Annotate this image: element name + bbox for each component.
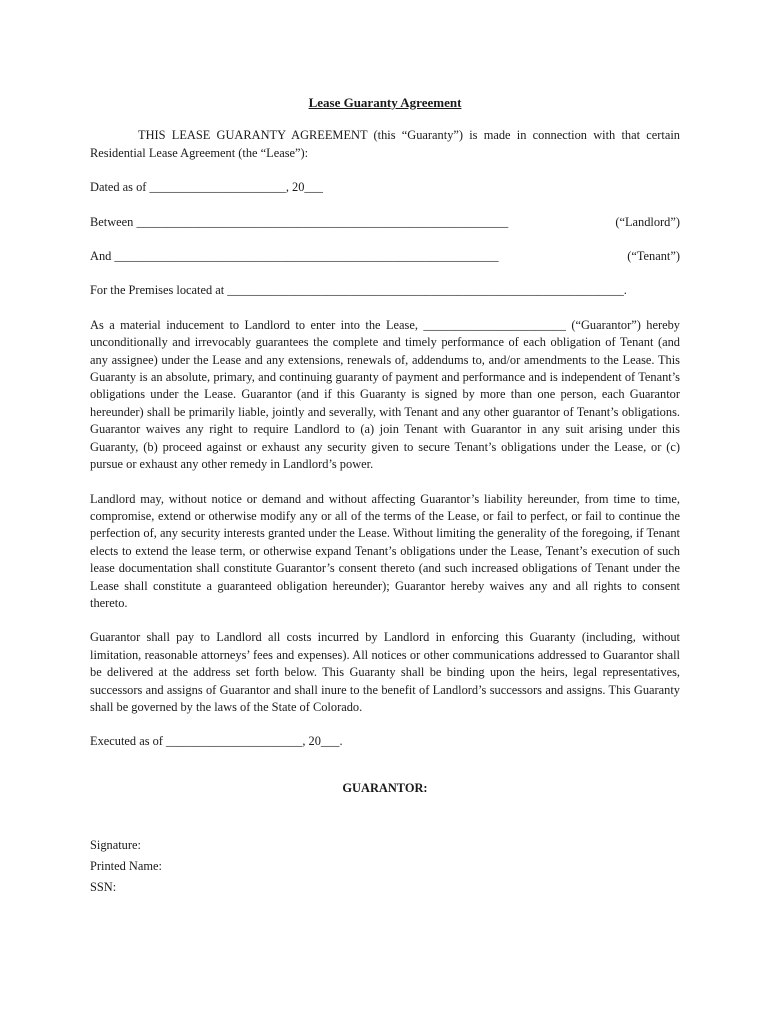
modification-paragraph: Landlord may, without notice or demand and without affecting Guarantor’s liability hereunder, from time to time, compromise, extend or otherwise modify any or all of the terms of the Lease, or fail to perfect, or fail to continue the perfection of, any security interests granted under the Lease. Without limiting the generality of the foregoing, if Tenant elects to extend the lease term, or otherwise expand Tenant’s obligations under the Lease, Tenant’s execution of such lease documentation shall constitute Guarantor’s consent thereto (and such increased obligations of Tenant under the Lease shall constitute a guaranteed obligation hereunder); Guarantor hereby waives any and all rights to consent thereto. <box>90 491 680 610</box>
landlord-blank: Between ____________________________________________________________ <box>90 214 509 229</box>
tenant-label: (“Tenant”) <box>627 249 680 264</box>
signature-block <box>90 835 680 898</box>
tenant-blank: And ______________________________________________________________ <box>90 249 499 264</box>
costs-paragraph: Guarantor shall pay to Landlord all costs incurred by Landlord in enforcing this Guaranty (including, without limitation, reasonable attorneys’ fees and expenses). All notices or other communications addressed to Guarantor shall be delivered at the address set forth below. This Guaranty shall be binding upon the heirs, legal representatives, successors and assigns of Guarantor and shall inure to the benefit of Landlord’s successors and assigns. This Guaranty shall be governed by the laws of the State of Colorado. <box>90 630 680 714</box>
guarantor-heading: GUARANTOR: <box>342 780 428 795</box>
premises-line: For the Premises located at ________________________________________________________________. <box>90 283 627 298</box>
intro-paragraph: THIS LEASE GUARANTY AGREEMENT (this “Guaranty”) is made in connection with that certain Residential Lease Agreement (the “Lease”): <box>90 128 680 160</box>
and-line <box>90 248 680 265</box>
dated-line: Dated as of ______________________, 20___ <box>90 180 323 195</box>
between-line <box>90 214 680 231</box>
landlord-label: (“Landlord”) <box>615 214 680 229</box>
signature-label: Signature: <box>90 838 141 853</box>
ssn-label: SSN: <box>90 880 117 895</box>
printed-name-label: Printed Name: <box>90 859 162 874</box>
executed-line: Executed as of ______________________, 20___. <box>90 734 343 749</box>
document-page <box>90 94 680 898</box>
guaranty-paragraph: As a material inducement to Landlord to enter into the Lease, _______________________ (“Guarantor”) hereby unconditionally and irrevocably guarantees the complete and timely performance of each obligation of Tenant (and any assignee) under the Lease and any extensions, renewals of, addendums to, and/or amendments to the Lease. This Guaranty is an absolute, primary, and continuing guaranty of payment and performance and is independent of Tenant’s obligations under the Lease. Guarantor (and if this Guaranty is signed by more than one person, each Guarantor hereunder) shall be primarily liable, jointly and severally, with Tenant and any other guarantor of Tenant’s obligations. Guarantor waives any right to require Landlord to (a) join Tenant with Guarantor in any suit arising under this Guaranty, (b) proceed against or exhaust any security given to secure Tenant’s obligations under the Lease, or (c) pursue or exhaust any other remedy in Landlord’s power. <box>90 317 680 472</box>
document-title: Lease Guaranty Agreement <box>308 95 462 110</box>
